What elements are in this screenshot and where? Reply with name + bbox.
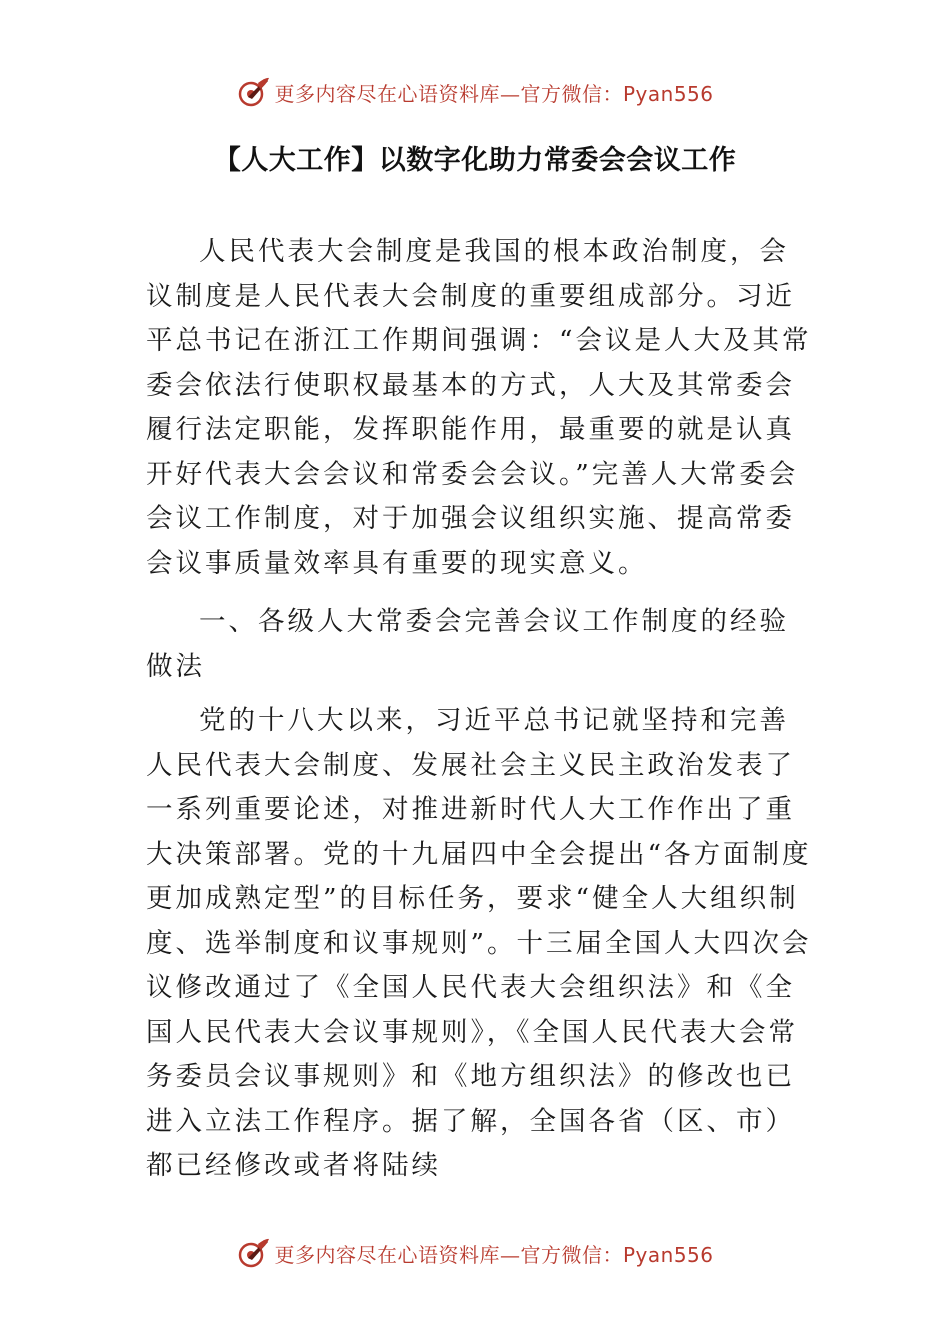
quill-logo-icon <box>236 75 270 109</box>
footer-watermark <box>0 1233 950 1273</box>
paragraph-section-1: 党的十八大以来，习近平总书记就坚持和完善人民代表大会制度、发展社会主义民主政治发表了一系列重要论述，对推进新时代人大工作作出了重大决策部署。党的十九届四中全会提出“各方面制度更加成熟定型”的目标任务，要求“健全人大组织制度、选举制度和议事规则”。十三届全国人大四次会议修改通过了《全国人民代表大会组织法》和《全国人民代表大会议事规则》，《全国人民代表大会常务委员会议事规则》和《地方组织法》的修改也已进入立法工作程序。据了解，全国各省（区、市）都已经修改或者将陆续 <box>146 705 812 1181</box>
watermark-text: 更多内容尽在心语资料库—官方微信：Pyan556 <box>274 81 714 106</box>
quill-logo-icon <box>236 1236 270 1270</box>
document-body <box>146 230 814 1189</box>
watermark-text: 更多内容尽在心语资料库—官方微信：Pyan556 <box>274 1242 714 1267</box>
document-title: 【人大工作】以数字化助力常委会会议工作 <box>213 145 737 176</box>
section-heading-1: 一、各级人大常委会完善会议工作制度的经验做法 <box>146 606 789 682</box>
header-watermark <box>0 72 950 112</box>
paragraph-intro: 人民代表大会制度是我国的根本政治制度，会议制度是人民代表大会制度的重要组成部分。习近平总书记在浙江工作期间强调：“会议是人大及其常委会依法行使职权最基本的方式，人大及其常委会履行法定职能，发挥职能作用，最重要的就是认真开好代表大会会议和常委会会议。”完善人大常委会会议工作制度，对于加强会议组织实施、提高常委会议事质量效率具有重要的现实意义。 <box>146 236 812 579</box>
